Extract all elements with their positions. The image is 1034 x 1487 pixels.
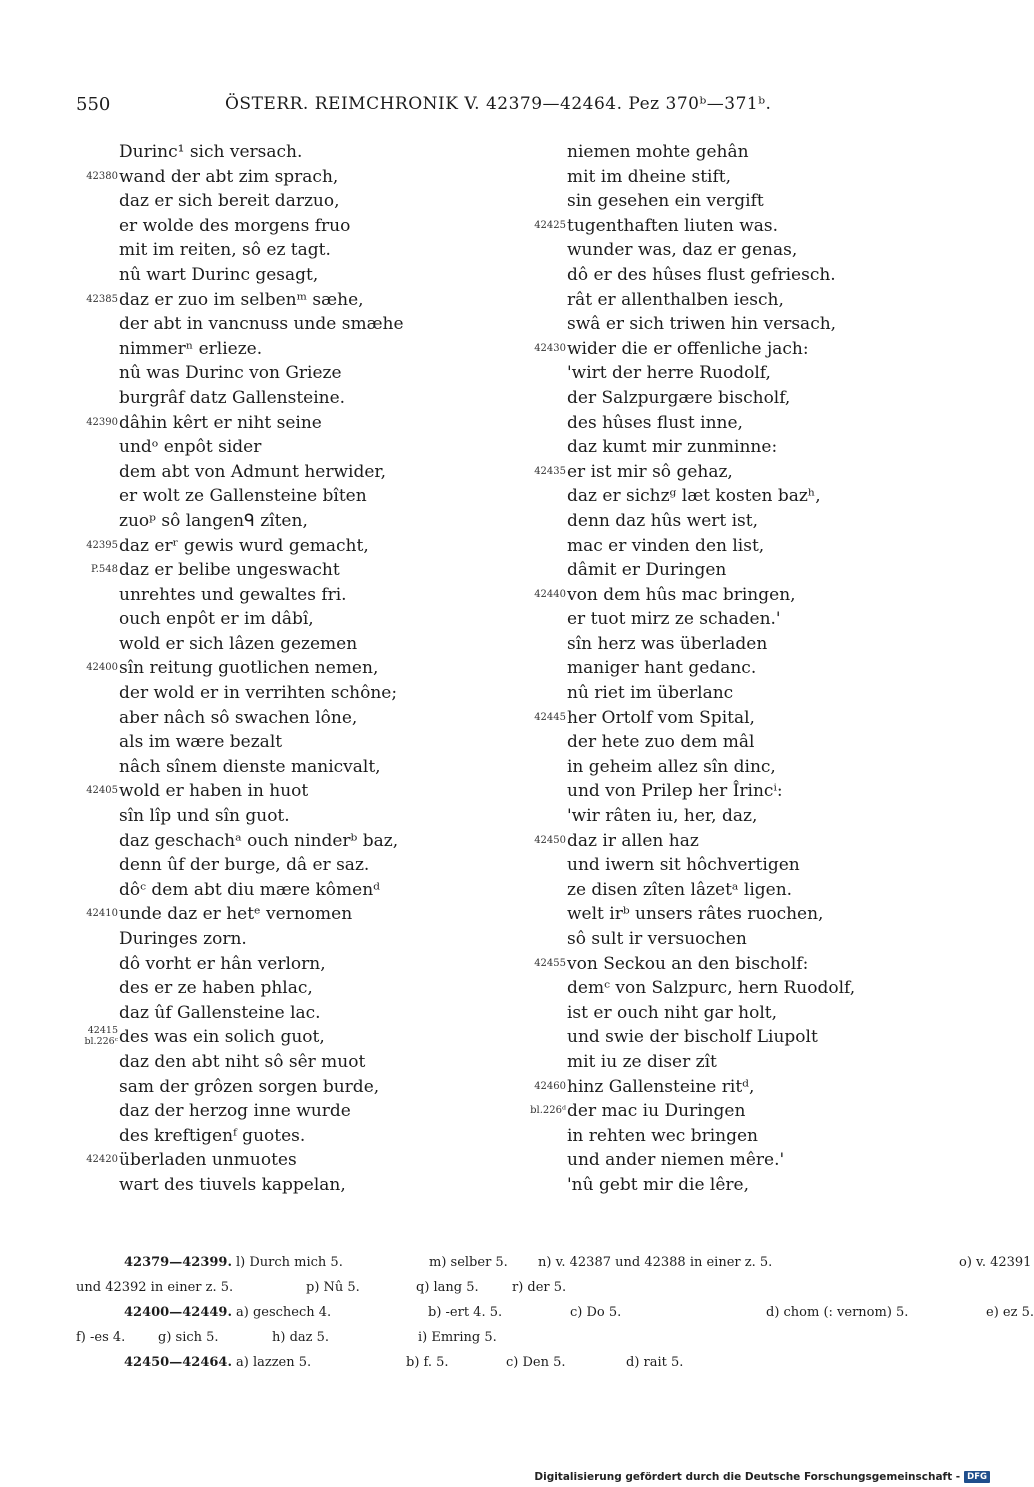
verse-line bbox=[518, 1124, 958, 1149]
verse-line bbox=[518, 804, 958, 829]
footer-text: Digitalisierung gefördert durch die Deutsche Forschungsgemeinschaft - bbox=[534, 1471, 961, 1483]
line-number: 42380 bbox=[86, 170, 118, 182]
verse-text: der Salzpurgære bischolf, bbox=[567, 387, 791, 408]
verse-text: nimmerⁿ erlieze. bbox=[119, 338, 263, 359]
verse-line bbox=[70, 927, 510, 952]
apparatus-note: d) rait 5. bbox=[626, 1355, 684, 1370]
line-number: bl.226ᵈ bbox=[530, 1105, 566, 1117]
verse-text: er wolde des morgens fruo bbox=[119, 215, 351, 236]
verse-text: her Ortolf vom Spital, bbox=[567, 707, 755, 728]
verse-line bbox=[70, 730, 510, 755]
verse-line bbox=[518, 1001, 958, 1026]
verse-text: daz er sichzᵍ læt kosten bazʰ, bbox=[567, 486, 821, 507]
verse-line bbox=[70, 607, 510, 632]
verse-line bbox=[518, 460, 958, 485]
verse-line bbox=[70, 976, 510, 1001]
verse-text: 'wirt der herre Ruodolf, bbox=[567, 363, 771, 384]
apparatus-note: c) Den 5. bbox=[506, 1355, 566, 1370]
verse-line bbox=[518, 976, 958, 1001]
verse-text: nû was Durinc von Grieze bbox=[119, 363, 342, 384]
line-number: 42385 bbox=[86, 293, 118, 305]
verse-text: des kreftigenᶠ guotes. bbox=[119, 1125, 306, 1146]
line-number: P.548 bbox=[91, 564, 118, 576]
verse-line bbox=[518, 755, 958, 780]
verse-text: dôᶜ dem abt diu mære kômenᵈ bbox=[119, 879, 380, 900]
verse-line bbox=[70, 140, 510, 165]
verse-text: mit im reiten, sô ez tagt. bbox=[119, 240, 331, 261]
verse-text: der abt in vancnuss unde smæhe bbox=[119, 314, 404, 335]
right-column bbox=[518, 140, 958, 1198]
verse-text: wold er sich lâzen gezemen bbox=[119, 633, 358, 654]
verse-text: mit iu ze diser zît bbox=[567, 1051, 717, 1072]
line-number: 42425 bbox=[534, 219, 566, 231]
apparatus-note: r) der 5. bbox=[512, 1280, 567, 1295]
verse-text: 'nû gebt mir die lêre, bbox=[567, 1174, 749, 1195]
verse-line bbox=[70, 829, 510, 854]
verse-text: dem abt von Admunt herwider, bbox=[119, 461, 387, 482]
verse-line bbox=[70, 238, 510, 263]
verse-line bbox=[70, 484, 510, 509]
verse-line bbox=[518, 1099, 958, 1124]
line-number: 42390 bbox=[86, 416, 118, 428]
verse-text: daz erʳ gewis wurd gemacht, bbox=[119, 535, 369, 556]
verse-line bbox=[70, 681, 510, 706]
verse-line bbox=[518, 288, 958, 313]
verse-text: überladen unmuotes bbox=[119, 1150, 297, 1171]
verse-line bbox=[70, 534, 510, 559]
line-number: 42415 bl.226ᶜ bbox=[84, 1025, 118, 1048]
verse-line bbox=[518, 484, 958, 509]
apparatus-range: 42379—42399. bbox=[124, 1255, 232, 1270]
line-number: 42435 bbox=[534, 465, 566, 477]
verse-line bbox=[70, 1124, 510, 1149]
verse-line bbox=[518, 902, 958, 927]
apparatus-note: i) Emring 5. bbox=[418, 1330, 497, 1345]
verse-text: er tuot mirz ze schaden.' bbox=[567, 609, 781, 630]
critical-apparatus bbox=[76, 1250, 1034, 1375]
verse-line bbox=[518, 1075, 958, 1100]
apparatus-note: e) ez 5. bbox=[986, 1305, 1034, 1320]
verse-text: mac er vinden den list, bbox=[567, 535, 765, 556]
verse-line bbox=[70, 853, 510, 878]
verse-line bbox=[70, 509, 510, 534]
verse-text: wunder was, daz er genas, bbox=[567, 240, 798, 261]
verse-text: er wolt ze Gallensteine bîten bbox=[119, 486, 367, 507]
verse-line bbox=[518, 558, 958, 583]
line-number: 42430 bbox=[534, 342, 566, 354]
verse-text: und swie der bischolf Liupolt bbox=[567, 1027, 818, 1048]
verse-line bbox=[70, 952, 510, 977]
verse-text: und von Prilep her Îrincⁱ: bbox=[567, 781, 783, 802]
verse-text: ist er ouch niht gar holt, bbox=[567, 1002, 778, 1023]
apparatus-line bbox=[76, 1350, 942, 1375]
verse-line bbox=[518, 189, 958, 214]
verse-text: ze disen zîten lâzetᵃ ligen. bbox=[567, 879, 793, 900]
apparatus-note: m) selber 5. bbox=[429, 1255, 508, 1270]
verse-text: er ist mir sô gehaz, bbox=[567, 461, 733, 482]
verse-text: dô vorht er hân verlorn, bbox=[119, 953, 326, 974]
apparatus-note: b) -ert 4. 5. bbox=[428, 1305, 503, 1320]
verse-line bbox=[518, 1025, 958, 1050]
apparatus-line bbox=[76, 1325, 942, 1350]
verse-line bbox=[70, 312, 510, 337]
verse-line bbox=[518, 1173, 958, 1198]
verse-text: dâmit er Duringen bbox=[567, 560, 727, 581]
verse-text: sô sult ir versuochen bbox=[567, 929, 747, 949]
line-number: 42460 bbox=[534, 1080, 566, 1092]
verse-text: denn ûf der burge, dâ er saz. bbox=[119, 855, 370, 876]
apparatus-note: c) Do 5. bbox=[570, 1305, 622, 1320]
verse-line bbox=[70, 460, 510, 485]
verse-line bbox=[518, 312, 958, 337]
verse-line bbox=[518, 853, 958, 878]
apparatus-note: o) v. 42391 bbox=[959, 1255, 1032, 1270]
dfg-logo: DFG bbox=[964, 1471, 990, 1483]
verse-line bbox=[70, 804, 510, 829]
verse-line bbox=[518, 706, 958, 731]
apparatus-note: h) daz 5. bbox=[272, 1330, 330, 1345]
verse-line bbox=[518, 656, 958, 681]
verse-text: daz geschachᵃ ouch ninderᵇ baz, bbox=[119, 830, 399, 851]
verse-text: und ander niemen mêre.' bbox=[567, 1150, 785, 1171]
verse-text: dô er des hûses flust gefriesch. bbox=[567, 264, 836, 285]
verse-text: aber nâch sô swachen lône, bbox=[119, 707, 358, 728]
verse-line bbox=[518, 361, 958, 386]
verse-text: daz den abt niht sô sêr muot bbox=[119, 1051, 366, 1072]
page-number: 550 bbox=[76, 94, 111, 115]
verse-line bbox=[70, 1075, 510, 1100]
line-number: 42410 bbox=[86, 908, 118, 920]
verse-text: unrehtes und gewaltes fri. bbox=[119, 584, 347, 605]
verse-text: nû wart Durinc gesagt, bbox=[119, 264, 319, 285]
verse-text: burgrâf datz Gallensteine. bbox=[119, 387, 346, 408]
verse-text: und iwern sit hôchvertigen bbox=[567, 855, 800, 876]
verse-text: des er ze haben phlac, bbox=[119, 978, 313, 999]
apparatus-note: p) Nû 5. bbox=[306, 1280, 360, 1295]
line-number: 42440 bbox=[534, 588, 566, 600]
verse-text: Duringes zorn. bbox=[119, 929, 247, 949]
apparatus-range: 42450—42464. bbox=[124, 1355, 232, 1370]
apparatus-note: l) Durch mich 5. bbox=[236, 1255, 343, 1270]
verse-line bbox=[70, 263, 510, 288]
verse-line bbox=[518, 534, 958, 559]
verse-line bbox=[70, 656, 510, 681]
verse-line bbox=[518, 337, 958, 362]
verse-line bbox=[70, 361, 510, 386]
verse-text: nû riet im überlanc bbox=[567, 683, 734, 704]
verse-text: von dem hûs mac bringen, bbox=[567, 584, 796, 605]
verse-line bbox=[70, 165, 510, 190]
verse-text: der hete zuo dem mâl bbox=[567, 732, 755, 753]
verse-text: swâ er sich triwen hin versach, bbox=[567, 314, 837, 335]
verse-text: sin gesehen ein vergift bbox=[567, 191, 764, 212]
apparatus-note: a) geschech 4. bbox=[236, 1305, 332, 1320]
verse-text: maniger hant gedanc. bbox=[567, 658, 757, 679]
verse-text: als im wære bezalt bbox=[119, 732, 283, 753]
verse-text: ouch enpôt er im dâbî, bbox=[119, 609, 314, 630]
verse-line bbox=[518, 435, 958, 460]
verse-text: hinz Gallensteine ritᵈ, bbox=[567, 1076, 755, 1097]
verse-text: demᶜ von Salzpurc, hern Ruodolf, bbox=[567, 978, 856, 999]
verse-line bbox=[518, 583, 958, 608]
verse-line bbox=[70, 902, 510, 927]
verse-line bbox=[70, 214, 510, 239]
verse-line bbox=[70, 558, 510, 583]
apparatus-line bbox=[76, 1300, 1034, 1325]
line-number: 42455 bbox=[534, 957, 566, 969]
apparatus-line bbox=[76, 1250, 1032, 1275]
line-number: 42405 bbox=[86, 785, 118, 797]
verse-text: sam der grôzen sorgen burde, bbox=[119, 1076, 380, 1097]
verse-line bbox=[70, 706, 510, 731]
verse-line bbox=[70, 1148, 510, 1173]
verse-line bbox=[70, 1099, 510, 1124]
apparatus-range: 42400—42449. bbox=[124, 1305, 232, 1320]
verse-text: daz er belibe ungeswacht bbox=[119, 560, 340, 581]
verse-text: wart des tiuvels kappelan, bbox=[119, 1174, 346, 1195]
verse-line bbox=[518, 411, 958, 436]
verse-text: mit im dheine stift, bbox=[567, 166, 732, 187]
verse-text: wold er haben in huot bbox=[119, 781, 309, 802]
verse-line bbox=[518, 140, 958, 165]
verse-line bbox=[518, 263, 958, 288]
verse-line bbox=[518, 730, 958, 755]
verse-line bbox=[70, 337, 510, 362]
verse-line bbox=[518, 829, 958, 854]
verse-text: nâch sînem dienste manicvalt, bbox=[119, 756, 381, 777]
verse-text: in geheim allez sîn dinc, bbox=[567, 756, 776, 777]
apparatus-note: g) sich 5. bbox=[158, 1330, 219, 1345]
verse-text: der wold er in verrihten schône; bbox=[119, 683, 398, 704]
verse-text: Durinc¹ sich versach. bbox=[119, 142, 303, 162]
verse-line bbox=[518, 386, 958, 411]
footer bbox=[534, 1471, 990, 1483]
verse-line bbox=[70, 583, 510, 608]
apparatus-note: d) chom (: vernom) 5. bbox=[766, 1305, 909, 1320]
verse-text: dâhin kêrt er niht seine bbox=[119, 412, 322, 433]
apparatus-note: f) -es 4. bbox=[76, 1330, 126, 1345]
verse-text: des hûses flust inne, bbox=[567, 412, 743, 433]
apparatus-note: a) lazzen 5. bbox=[236, 1355, 312, 1370]
verse-text: sîn reitung guotlichen nemen, bbox=[119, 658, 379, 679]
line-number: 42395 bbox=[86, 539, 118, 551]
verse-line bbox=[70, 189, 510, 214]
verse-text: rât er allenthalben iesch, bbox=[567, 289, 784, 310]
line-number: 42450 bbox=[534, 834, 566, 846]
verse-text: wand der abt zim sprach, bbox=[119, 166, 339, 187]
verse-text: daz ûf Gallensteine lac. bbox=[119, 1002, 321, 1023]
verse-line bbox=[70, 411, 510, 436]
verse-line bbox=[70, 878, 510, 903]
verse-line bbox=[70, 779, 510, 804]
verse-line bbox=[70, 1025, 510, 1050]
verse-text: in rehten wec bringen bbox=[567, 1125, 758, 1146]
verse-line bbox=[70, 755, 510, 780]
verse-line bbox=[518, 1148, 958, 1173]
verse-text: 'wir râten iu, her, daz, bbox=[567, 806, 758, 827]
verse-line bbox=[518, 165, 958, 190]
verse-line bbox=[518, 681, 958, 706]
left-column bbox=[70, 140, 510, 1198]
verse-line bbox=[70, 1173, 510, 1198]
verse-text: daz der herzog inne wurde bbox=[119, 1101, 351, 1122]
running-head: ÖSTERR. REIMCHRONIK V. 42379—42464. Pez 370ᵇ—371ᵇ. bbox=[225, 94, 772, 114]
verse-line bbox=[518, 607, 958, 632]
verse-text: des was ein solich guot, bbox=[119, 1027, 325, 1048]
verse-line bbox=[518, 238, 958, 263]
verse-text: von Seckou an den bischolf: bbox=[567, 953, 809, 974]
verse-text: undᵒ enpôt sider bbox=[119, 437, 262, 458]
verse-text: sîn lîp und sîn guot. bbox=[119, 806, 290, 827]
apparatus-line bbox=[76, 1275, 942, 1300]
verse-line bbox=[518, 927, 958, 952]
verse-text: zuoᵖ sô langenᑫ zîten, bbox=[119, 510, 308, 531]
verse-line bbox=[518, 952, 958, 977]
verse-line bbox=[70, 1050, 510, 1075]
apparatus-note: b) f. 5. bbox=[406, 1355, 449, 1370]
line-number: 42420 bbox=[86, 1154, 118, 1166]
verse-line bbox=[70, 386, 510, 411]
verse-text: unde daz er hetᵉ vernomen bbox=[119, 904, 353, 925]
verse-text: wider die er offenliche jach: bbox=[567, 338, 809, 359]
verse-line bbox=[70, 288, 510, 313]
apparatus-note: q) lang 5. bbox=[416, 1280, 479, 1295]
verse-line bbox=[518, 878, 958, 903]
verse-line bbox=[70, 1001, 510, 1026]
verse-text: daz kumt mir zunminne: bbox=[567, 437, 778, 458]
verse-text: denn daz hûs wert ist, bbox=[567, 510, 759, 531]
verse-line bbox=[518, 509, 958, 534]
apparatus-note: n) v. 42387 und 42388 in einer z. 5. bbox=[538, 1255, 773, 1270]
verse-text: niemen mohte gehân bbox=[567, 142, 749, 162]
verse-line bbox=[518, 779, 958, 804]
line-number: 42445 bbox=[534, 711, 566, 723]
verse-line bbox=[518, 214, 958, 239]
verse-text: der mac iu Duringen bbox=[567, 1101, 746, 1122]
verse-line bbox=[70, 632, 510, 657]
verse-line bbox=[70, 435, 510, 460]
verse-text: tugenthaften liuten was. bbox=[567, 215, 779, 236]
verse-text: sîn herz was überladen bbox=[567, 633, 768, 654]
verse-text: daz ir allen haz bbox=[567, 830, 699, 851]
verse-text: daz er zuo im selbenᵐ sæhe, bbox=[119, 289, 364, 310]
apparatus-note: und 42392 in einer z. 5. bbox=[76, 1280, 234, 1295]
verse-text: welt irᵇ unsers râtes ruochen, bbox=[567, 904, 824, 925]
verse-text: daz er sich bereit darzuo, bbox=[119, 191, 340, 212]
line-number: 42400 bbox=[86, 662, 118, 674]
verse-line bbox=[518, 1050, 958, 1075]
verse-line bbox=[518, 632, 958, 657]
